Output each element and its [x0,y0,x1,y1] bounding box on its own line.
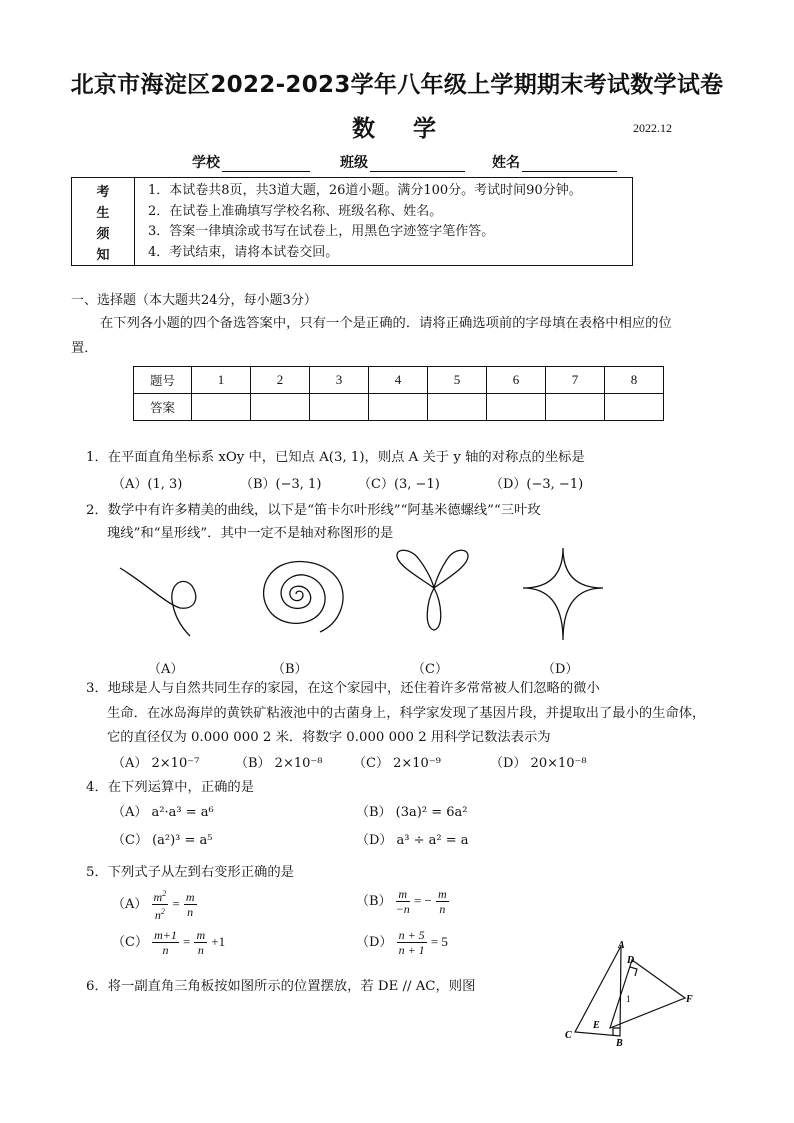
question-1-stem: 1．在平面直角坐标系 xOy 中，已知点 A(3, 1)，则点 A 关于 y 轴的对称点的坐标是 [86,450,585,465]
angle-label-1: 1 [626,994,631,1004]
notice-items [148,181,582,263]
q5-option-a: （A） $\frac{m^2}{n^2}$ = $\frac{m}{n}$ [112,889,195,922]
q2-option-a: （A） [148,662,184,677]
q3-option-c: （C） 2×10⁻⁹ [353,756,441,771]
answer-cell[interactable] [251,394,310,421]
q3-option-b: （B） 2×10⁻⁸ [235,756,323,771]
label-d: D [627,955,635,966]
astroid-curve [523,548,603,640]
fraction: $\frac{m^2}{n^2}$ [153,889,167,922]
q1-option-a: （A）(1, 3) [112,477,183,492]
label-f: F [686,994,693,1005]
question-5-stem: 5．下列式子从左到右变形正确的是 [86,865,294,880]
exam-notice-box [71,177,633,266]
q1-option-d: （D）(−3, −1) [490,477,584,492]
three-leaf-rose [397,550,468,630]
folium-curve [120,568,196,636]
notice-item: 4．考试结束，请将本试卷交回。 [148,244,339,260]
question-2-stem: 2．数学中有许多精美的曲线，以下是“笛卡尔叶形线”“阿基米德螺线”“三叶玫 [86,503,541,518]
q2-option-d: （D） [542,662,579,677]
section-instruction: 在下列各小题的四个备选答案中，只有一个是正确的．请将正确选项前的字母填在表格中相应的位 [100,316,672,331]
answer-cell[interactable] [605,394,664,421]
q1-option-c: （C）(3, −1) [358,477,440,492]
q4-option-c: （C） (a²)³ = a⁵ [112,833,213,848]
answer-table [133,366,664,421]
fraction: $\frac{m}{n}$ [196,928,206,957]
school-field[interactable] [192,152,310,172]
question-3-stem: 3．地球是人与自然共同生存的家园，在这个家园中，还住着许多常常被人们忽略的微小 [86,681,600,696]
question-6-stem: 6．将一副直角三角板按如图所示的位置摆放，若 DE // AC，则图 [86,979,476,994]
name-field[interactable] [492,152,617,172]
spiral-curve [264,561,343,632]
fraction: $\frac{m}{n}$ [185,890,195,919]
label-c: C [565,1030,572,1041]
notice-heading: 考 生 须 知 [72,178,135,265]
q1-option-b: （B）(−3, 1) [240,477,322,492]
label-e: E [593,1020,600,1031]
question-number: 3 [310,367,369,394]
triangle-figure [560,940,700,1050]
section-title: 一、选择题（本大题共24分，每小题3分） [71,293,317,308]
answer-cell[interactable] [487,394,546,421]
q2-option-c: （C） [412,662,448,677]
answer-cell[interactable] [192,394,251,421]
class-label: 班级 [340,155,368,171]
question-number: 8 [605,367,664,394]
q5-option-d: （D） $\frac{n + 5}{n + 1}$ = 5 [356,928,448,957]
q3-option-d: （D） 20×10⁻⁸ [490,756,587,771]
section-instruction-cont: 置． [71,341,98,356]
q3-option-a: （A） 2×10⁻⁷ [112,756,200,771]
question-number: 7 [546,367,605,394]
answer-cell[interactable] [428,394,487,421]
q2-option-b: （B） [272,662,308,677]
label-b: B [616,1038,623,1049]
answer-cell[interactable] [546,394,605,421]
q4-option-d: （D） a³ ÷ a² = a [356,833,469,848]
question-4-stem: 4．在下列运算中，正确的是 [86,780,255,795]
exam-title: 北京市海淀区2022-2023学年八年级上学期期末考试数学试卷 [70,72,724,98]
fraction: $\frac{m}{n}$ [438,887,447,916]
row-label: 答案 [134,394,192,421]
exam-date: 2022.12 [633,121,672,135]
q5-option-b: （B） $\frac{m}{-n}$ = − $\frac{m}{n}$ [356,887,447,916]
q2-curves-figure [100,548,620,648]
question-2-stem-cont: 瑰线”和“星形线”．其中一定不是轴对称图形的是 [107,526,394,541]
fraction: $\frac{m}{-n}$ [395,887,410,916]
notice-item: 2．在试卷上准确填写学校名称、班级名称、姓名。 [148,203,443,219]
fraction: $\frac{m+1}{n}$ [154,928,177,957]
question-3-stem-cont: 生命．在冰岛海岸的黄铁矿粘液池中的古菌身上，科学家发现了基因片段，并提取出了最小的生命体， [107,706,706,721]
school-label: 学校 [192,155,220,171]
notice-item: 1．本试卷共8页，共3道大题，26道小题。满分100分。考试时间90分钟。 [148,183,582,198]
q4-option-a: （A） a²·a³ = a⁶ [112,805,214,820]
row-label: 题号 [134,367,192,394]
answer-cell[interactable] [369,394,428,421]
question-number: 5 [428,367,487,394]
question-3-stem-cont2: 它的直径仅为 0.000 000 2 米．将数字 0.000 000 2 用科学记数法表示为 [107,730,551,745]
q5-option-c: （C） $\frac{m+1}{n}$ = $\frac{m}{n}$ +1 [112,928,226,957]
class-field[interactable] [340,152,465,172]
notice-item: 3．答案一律填涂或书写在试卷上，用黑色字迹签字笔作答。 [148,224,495,239]
subject-title: 数学 [352,116,474,142]
answer-cell[interactable] [310,394,369,421]
fraction: $\frac{n + 5}{n + 1}$ [398,928,425,957]
question-number: 1 [192,367,251,394]
question-number: 6 [487,367,546,394]
name-label: 姓名 [492,155,520,171]
label-a: A [618,940,625,951]
q4-option-b: （B） (3a)² = 6a² [356,805,468,820]
question-number: 4 [369,367,428,394]
question-number: 2 [251,367,310,394]
